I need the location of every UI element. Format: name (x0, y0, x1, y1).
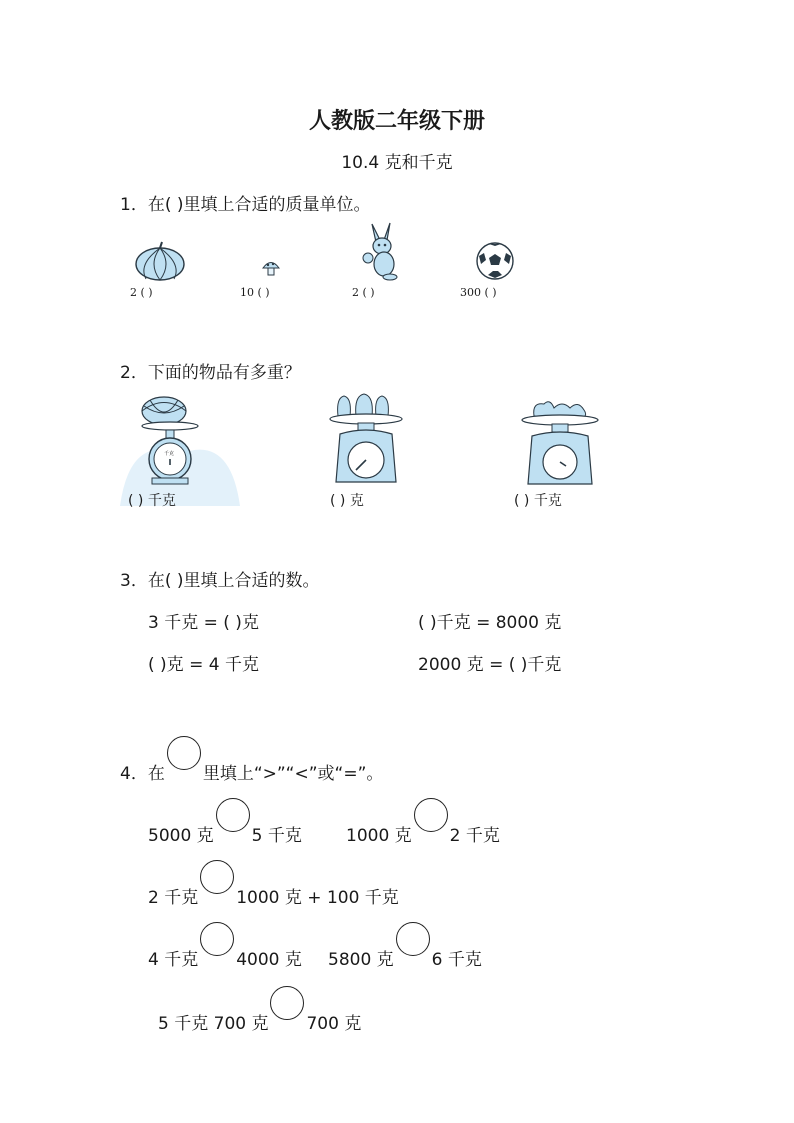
q4-item-4-right: 4000 克 (236, 950, 302, 970)
q4-item-4-left: 4 千克 (148, 950, 199, 970)
q4-item-2-circle[interactable] (414, 798, 448, 832)
q1-item-2-number: 10 (240, 286, 254, 299)
q1-item-1-number: 2 (130, 286, 137, 299)
q4-item-3-left: 2 千克 (148, 888, 199, 908)
q1-item-3-number: 2 (352, 286, 359, 299)
q3-row-2-right[interactable]: 2000 克 = ( )千克 (418, 655, 562, 675)
q2-answer-3[interactable]: ( ) 千克 (514, 493, 562, 509)
q1-item-4-blank[interactable]: ( ) (484, 286, 497, 299)
q4-item-5-circle[interactable] (396, 922, 430, 956)
q4-item-1 (148, 812, 302, 846)
vegetables-scale-icon (520, 396, 600, 488)
q1-item-2 (240, 286, 270, 299)
q3-row-1-left[interactable]: 3 千克 = ( )克 (148, 613, 259, 633)
q1-item-3 (352, 286, 375, 299)
q3-row-2-left[interactable]: ( )克 = 4 千克 (148, 655, 259, 675)
q4-item-2 (346, 812, 500, 846)
q4-prompt-after: 里填上“>”“<”或“=”。 (202, 764, 384, 784)
q2-answer-1[interactable]: ( ) 千克 (128, 493, 176, 509)
q1-item-4 (460, 286, 497, 299)
rabbit-icon (360, 222, 402, 282)
q3-prompt: 3．在( )里填上合适的数。 (120, 571, 320, 591)
q4-item-6-right: 700 克 (306, 1014, 362, 1034)
q4-item-3-circle[interactable] (200, 860, 234, 894)
soccer-ball-icon (476, 242, 514, 280)
page-title: 人教版二年级下册 (308, 109, 485, 134)
q4-item-2-left: 1000 克 (346, 826, 412, 846)
pears-scale-icon (328, 392, 404, 486)
q4-prompt-before: 4．在 (120, 764, 165, 784)
q3-row-1-right[interactable]: ( )千克 = 8000 克 (418, 613, 562, 633)
page-subtitle: 10.4 克和千克 (341, 153, 453, 173)
q4-item-6-left: 5 千克 700 克 (158, 1014, 269, 1034)
q1-item-4-number: 300 (460, 286, 481, 299)
q4-item-3 (148, 874, 399, 908)
q1-item-1 (130, 286, 153, 299)
q1-item-1-blank[interactable]: ( ) (140, 286, 153, 299)
q1-prompt: 1．在( )里填上合适的质量单位。 (120, 195, 371, 215)
q2-answer-2[interactable]: ( ) 克 (330, 493, 364, 509)
q4-item-2-right: 2 千克 (449, 826, 500, 846)
q4-item-1-left: 5000 克 (148, 826, 214, 846)
scale-unit-label: 千克 (164, 451, 175, 457)
q4-item-4-circle[interactable] (200, 922, 234, 956)
q4-item-5 (328, 936, 482, 970)
q1-item-2-blank[interactable]: ( ) (257, 286, 270, 299)
q4-item-1-right: 5 千克 (251, 826, 302, 846)
q1-item-3-blank[interactable]: ( ) (362, 286, 375, 299)
q4-item-6 (158, 1000, 361, 1034)
q4-item-5-right: 6 千克 (431, 950, 482, 970)
q4-item-4 (148, 936, 302, 970)
q4-item-6-circle[interactable] (270, 986, 304, 1020)
q2-prompt: 2．下面的物品有多重？ (120, 363, 301, 383)
q4-item-3-right: 1000 克 + 100 千克 (236, 888, 399, 908)
q4-prompt (120, 750, 383, 784)
pumpkin-icon (134, 242, 186, 282)
q4-prompt-circle (167, 736, 201, 770)
q4-item-5-left: 5800 克 (328, 950, 394, 970)
q4-item-1-circle[interactable] (216, 798, 250, 832)
mushroom-icon (262, 260, 280, 276)
